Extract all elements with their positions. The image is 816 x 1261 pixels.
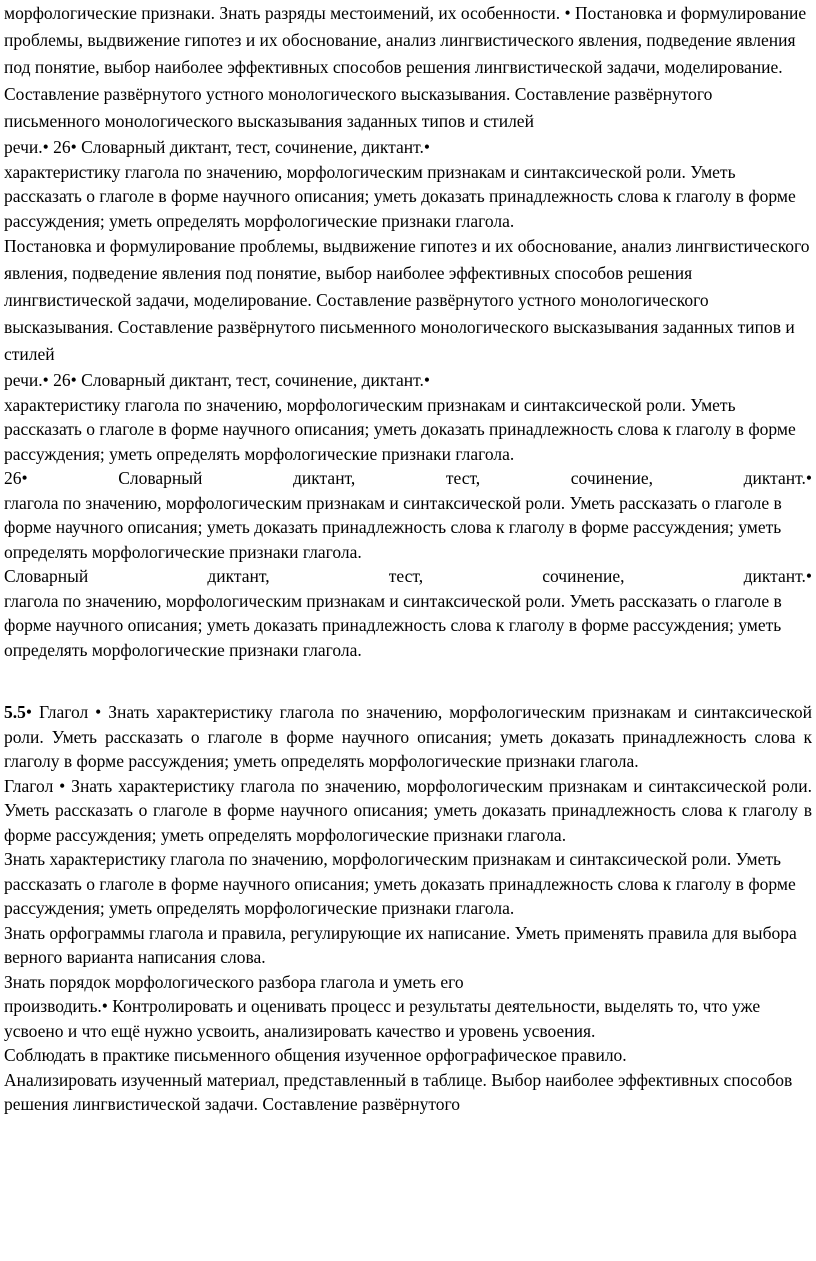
paragraph: Постановка и формулирование проблемы, выдвижение гипотез и их обоснование, анализ лингвистического явления, подведение явления под понятие, выбор наиболее эффективных способов решения лингвистической задачи, моделирование. Составление развёрнутого устного монологического высказывания. Составление развёрнутого письменного монологического высказывания заданных типов и стилей [4,236,810,364]
section-paragraph [4,700,812,774]
paragraph: Знать характеристику глагола по значению, морфологическим признакам и синтаксической роли. Уметь рассказать о глаголе в форме научного описания; уметь доказать принадлежность слова к глаголу в форме рассуждения; уметь определять морфологические признаки глагола. [4,849,796,918]
paragraph: Знать порядок морфологического разбора глагола и уметь его [4,971,464,992]
section-number: 5.5 [4,702,26,722]
paragraph: производить.• Контролировать и оценивать процесс и результаты деятельности, выделять то, что уже усвоено и что ещё нужно усвоить, анализировать качество и уровень усвоения. [4,996,761,1041]
paragraph: Соблюдать в практике письменного общения изученное орфографическое правило. [4,1045,627,1065]
paragraph: речи.• 26• Словарный диктант, тест, сочинение, диктант.• [4,137,430,157]
document-page [4,0,812,1117]
paragraph: характеристику глагола по значению, морфологическим признакам и синтаксической роли. Уметь рассказать о глаголе в форме научного описания; уметь доказать принадлежность слова к глаголу в форме рассуждения; уметь определять морфологические признаки глагола. [4,394,796,464]
paragraph: характеристику глагола по значению, морфологическим признакам и синтаксической роли. Уметь рассказать о глаголе в форме научного описания; уметь доказать принадлежность слова к глаголу в форме рассуждения; уметь определять морфологические признаки глагола. [4,161,796,231]
paragraph: глагола по значению, морфологическим признакам и синтаксической роли. Уметь рассказать о глаголе в форме научного описания; уметь доказать принадлежность слова к глаголу в форме рассуждения; уметь определять морфологические признаки глагола. [4,492,782,562]
paragraph: Глагол • Знать характеристику глагола по значению, морфологическим признакам и синтаксической роли. Уметь рассказать о глаголе в форме научного описания; уметь доказать принадлежность слова к глаголу в форме рассуждения; уметь определять морфологические признаки глагола. [4,775,812,845]
paragraph: глагола по значению, морфологическим признакам и синтаксической роли. Уметь рассказать о глаголе в форме научного описания; уметь доказать принадлежность слова к глаголу в форме рассуждения; уметь определять морфологические признаки глагола. [4,590,782,660]
paragraph: речи.• 26• Словарный диктант, тест, сочинение, диктант.• [4,370,430,390]
paragraph-justified-line: 26• Словарный диктант, тест, сочинение, диктант.• [4,468,812,488]
paragraph: Анализировать изученный материал, представленный в таблице. Выбор наиболее эффективных способов решения лингвистической задачи. Составление развёрнутого [4,1069,793,1114]
paragraph: морфологические признаки. Знать разряды местоимений, их особенности. • Постановка и формулирование проблемы, выдвижение гипотез и их обоснование, анализ лингвистического явления, подведение явления под понятие, выбор наиболее эффективных способов решения лингвистической задачи, моделирование. Составление развёрнутого устного монологического высказывания. Составление развёрнутого письменного монологического высказывания заданных типов и стилей [4,3,807,131]
section-text: • Глагол • Знать характеристику глагола по значению, морфологическим признакам и синтаксической роли. Уметь рассказать о глаголе в форме научного описания; уметь доказать принадлежность слова к глаголу в форме рассуждения; уметь определять морфологические признаки глагола. [4,702,812,771]
paragraph-justified-line: Словарный диктант, тест, сочинение, диктант.• [4,566,812,586]
paragraph-spacer [4,662,812,700]
paragraph: Знать орфограммы глагола и правила, регулирующие их написание. Уметь применять правила для выбора верного варианта написания слова. [4,922,797,967]
